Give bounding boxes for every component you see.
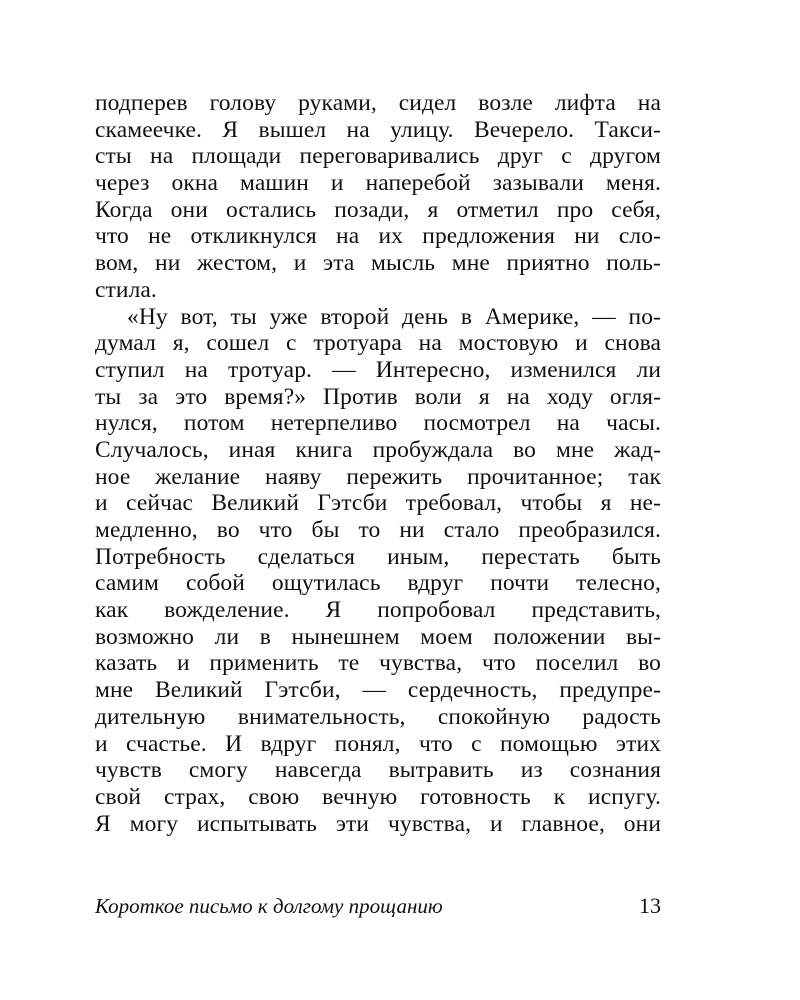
text-line: сты на площади переговаривались друг с другом: [95, 143, 661, 170]
text-line: и счастье. И вдруг понял, что с помощью этих: [95, 730, 661, 757]
text-line: казать и применить те чувства, что поселил во: [95, 650, 661, 677]
text-line: думал я, сошел с тротуара на мостовую и снова: [95, 330, 661, 357]
text-line: медленно, во что бы то ни стало преобразился.: [95, 517, 661, 543]
text-line: возможно ли в нынешнем моем положении вы-: [95, 623, 661, 650]
text-line: вом, ни жестом, и эта мысль мне приятно поль-: [95, 250, 661, 277]
text-line: Потребность сделаться иным, перестать быть: [95, 543, 661, 570]
text-line: дительную внимательность, спокойную радость: [95, 703, 661, 730]
text-line: ступил на тротуар. — Интересно, изменился ли: [95, 356, 661, 383]
text-line: мне Великий Гэтсби, — сердечность, предупре-: [95, 677, 661, 704]
text-line: как вожделение. Я попробовал представить,: [95, 597, 661, 624]
text-line: нулся, потом нетерпеливо посмотрел на часы.: [95, 410, 661, 437]
text-line: чувств смогу навсегда вытравить из сознания: [95, 757, 661, 784]
text-line: скамеечке. Я вышел на улицу. Вечерело. Такси-: [95, 116, 661, 143]
text-line: свой страх, свою вечную готовность к испугу.: [95, 783, 661, 810]
text-line: «Ну вот, ты уже второй день в Америке, — по-: [127, 303, 661, 330]
text-line: стила.: [95, 276, 157, 303]
body-text: [95, 90, 661, 837]
page-number: 13: [639, 893, 661, 918]
text-line: подперев голову руками, сидел возле лифта на: [95, 90, 661, 116]
text-line: Случалось, иная книга пробуждала во мне жад-: [95, 436, 661, 463]
text-line: ты за это время?» Против воли я на ходу огля-: [95, 383, 661, 410]
text-line: Я могу испытывать эти чувства, и главное, они: [95, 810, 661, 837]
running-title: Короткое письмо к долгому прощанию: [95, 894, 443, 918]
text-line: ное желание наяву пережить прочитанное; так: [95, 463, 661, 490]
text-line: что не откликнулся на их предложения ни сло-: [95, 223, 661, 250]
text-line: Когда они остались позади, я отметил про себя,: [95, 196, 661, 223]
text-line: и сейчас Великий Гэтсби требовал, чтобы я не-: [95, 490, 661, 517]
text-line: самим собой ощутилась вдруг почти телесно,: [95, 570, 661, 597]
page-footer: [95, 893, 661, 919]
text-line: через окна машин и наперебой зазывали меня.: [95, 170, 661, 197]
